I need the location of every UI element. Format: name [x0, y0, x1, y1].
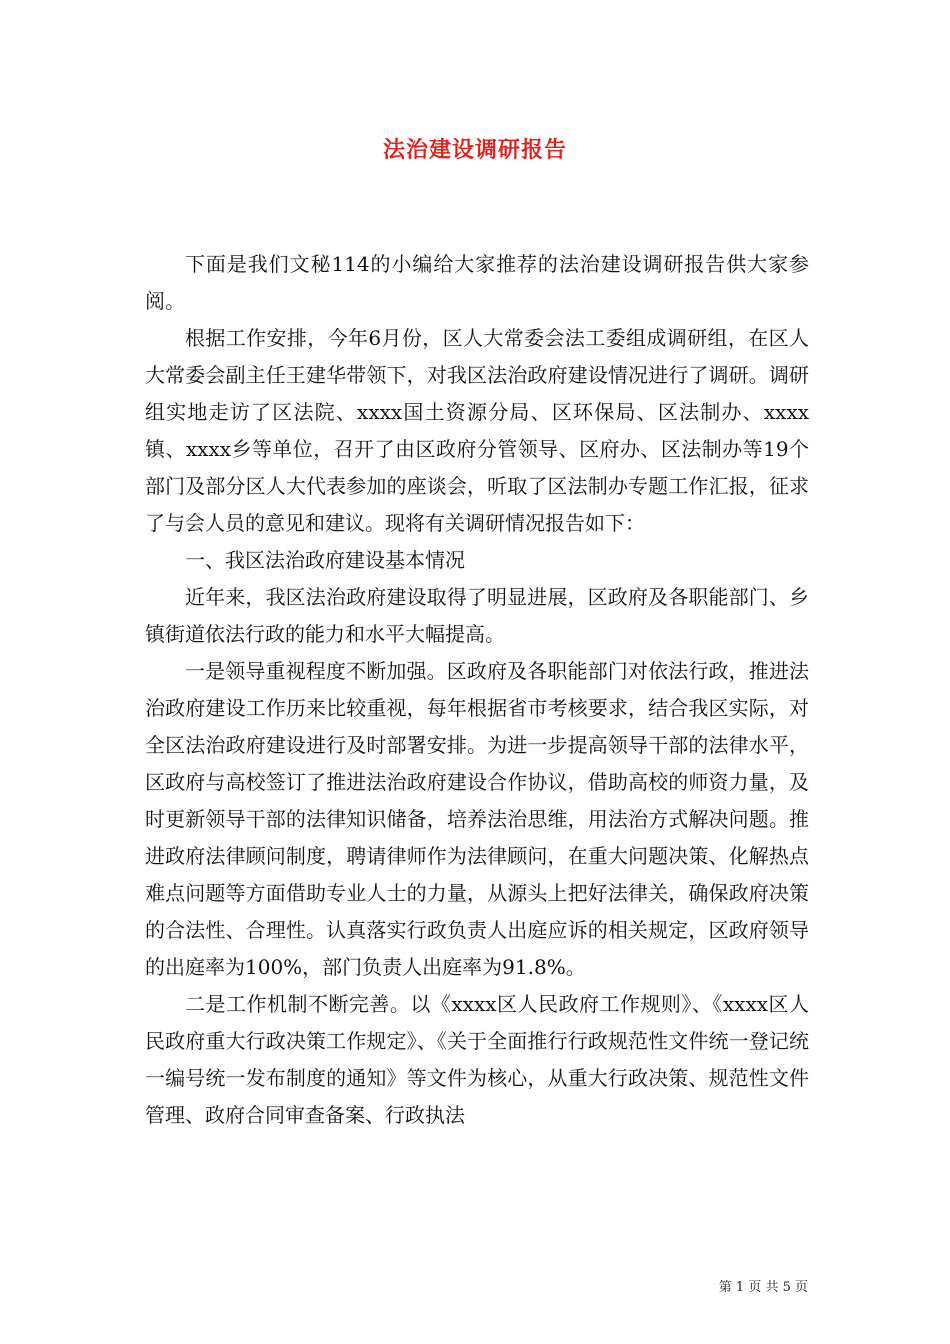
document-body: [145, 246, 809, 1134]
paragraph-overview: 近年来，我区法治政府建设取得了明显进展，区政府及各职能部门、乡镇街道依法行政的能力和水平大幅提高。: [145, 585, 809, 646]
paragraph-background: 根据工作安排，今年6月份，区人大常委会法工委组成调研组，在区人大常委会副主任王建华带领下，对我区法治政府建设情况进行了调研。调研组实地走访了区法院、xxxx国土资源分局、区环保局、区法制办、xxxx镇、xxxx乡等单位，召开了由区政府分管领导、区府办、区法制办等19个部门及部分区人大代表参加的座谈会，听取了区法制办专题工作汇报，征求了与会人员的意见和建议。现将有关调研情况报告如下：: [145, 326, 809, 535]
document-title: 法治建设调研报告: [382, 137, 567, 163]
paragraph-intro: 下面是我们文秘114的小编给大家推荐的法治建设调研报告供大家参阅。: [145, 252, 809, 313]
section-heading-1: 一、我区法治政府建设基本情况: [185, 548, 465, 572]
page-number-footer: 第 1 页 共 5 页: [718, 1280, 808, 1295]
paragraph-point-2: 二是工作机制不断完善。以《xxxx区人民政府工作规则》、《xxxx区人民政府重大行政决策工作规定》、《关于全面推行行政规范性文件统一登记统一编号统一发布制度的通知》等文件为核心，从重大行政决策、规范性文件管理、政府合同审查备案、行政执法: [145, 992, 809, 1127]
paragraph-point-1: 一是领导重视程度不断加强。区政府及各职能部门对依法行政，推进法治政府建设工作历来比较重视，每年根据省市考核要求，结合我区实际，对全区法治政府建设进行及时部署安排。为进一步提高领导干部的法律水平，区政府与高校签订了推进法治政府建设合作协议，借助高校的师资力量，及时更新领导干部的法律知识储备，培养法治思维，用法治方式解决问题。推进政府法律顾问制度，聘请律师作为法律顾问，在重大问题决策、化解热点难点问题等方面借助专业人士的力量，从源头上把好法律关，确保政府决策的合法性、合理性。认真落实行政负责人出庭应诉的相关规定，区政府领导的出庭率为100%，部门负责人出庭率为91.8%。: [145, 659, 809, 979]
